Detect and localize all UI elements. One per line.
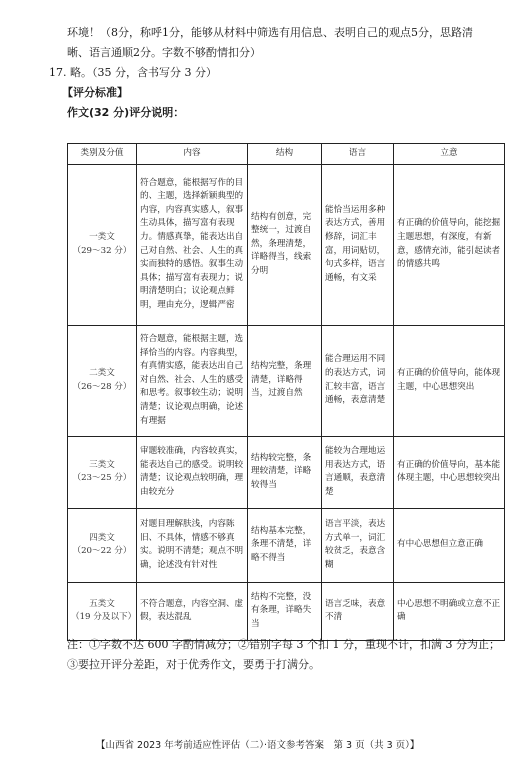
essay-scoring-table	[67, 143, 505, 641]
theme-cell: 中心思想不明确或立意不正确	[394, 582, 505, 640]
table-row-class-4	[68, 508, 505, 582]
header-category: 类别及分值	[68, 144, 137, 165]
structure-cell: 结构基本完整，条理不清楚，详略不得当	[248, 508, 322, 582]
header-content: 内容	[137, 144, 248, 165]
top-line-2: 晰、语言通顺2分。字数不够酌情扣分）	[67, 46, 261, 59]
language-cell: 语言乏味，表意不清	[322, 582, 394, 640]
language-cell: 能较为合理地运用表达方式，语言通顺，表意清楚	[322, 436, 394, 508]
structure-cell: 结构较完整，条理较清楚，详略较得当	[248, 436, 322, 508]
language-cell: 能合理运用不同的表达方式，词汇较丰富，语言通畅，表意清楚	[322, 325, 394, 436]
category-range: （19 分及以下）	[71, 612, 137, 623]
category-cell	[68, 508, 137, 582]
category-range: （29～32 分）	[72, 245, 132, 256]
table-row-class-3	[68, 436, 505, 508]
category-name: 一类文	[89, 232, 115, 242]
category-range: （23～25 分）	[72, 473, 132, 484]
category-range: （20～22 分）	[72, 546, 132, 557]
theme-cell: 有正确的价值导向，能挖掘主题思想，有深度，有新意，感情充沛，能引起读者的情感共鸣	[394, 164, 505, 325]
category-cell	[68, 582, 137, 640]
structure-cell: 结构不完整，没有条理，详略失当	[248, 582, 322, 640]
structure-cell: 结构有创意，完整统一，过渡自然，条理清楚，详略得当，线索分明	[248, 164, 322, 325]
content-cell: 对题目理解肤浅，内容陈旧、不具体，情感不够真实。说明不清楚；观点不明确，论述没有针对性	[137, 508, 248, 582]
structure-cell: 结构完整，条理清楚，详略得当，过渡自然	[248, 325, 322, 436]
category-name: 四类文	[89, 532, 115, 543]
page-footer: 【山西省 2023 年考前适应性评估（二）·语文参考答案 第 3 页（共 3 页）】	[96, 740, 420, 751]
table-row-class-5	[68, 582, 505, 640]
category-name: 三类文	[89, 459, 115, 470]
question-17: 17. 略。（35 分，含书写分 3 分）	[49, 66, 217, 79]
content-cell: 不符合题意，内容空洞、虚假，表达混乱	[137, 582, 248, 640]
language-cell: 能恰当运用多种表达方式，善用修辞，词汇丰富，用词贴切，句式多样，语言通畅，有文采	[322, 164, 394, 325]
content-cell: 符合题意，能根据主题，选择恰当的内容。内容典型，有真情实感，能表达出自己对自然、社会、人生的感受和思考。叙事较生动；说明清楚；议论观点明确，论述有理据	[137, 325, 248, 436]
header-structure: 结构	[248, 144, 322, 165]
category-name: 五类文	[89, 598, 115, 609]
essay-scoring-heading: 作文(32 分)评分说明：	[67, 106, 185, 119]
table-row-class-2	[68, 325, 505, 436]
content-cell: 符合题意，能根据写作的目的、主题，选择新颖典型的内容，内容真实感人，叙事生动具体，描写富有表现力。情感真挚，能表达出自己对自然、社会、人生的真实而独特的感悟。叙事生动具体；描写富有表现力；说明清楚明白；议论观点鲜明，理由充分，逻辑严密	[137, 164, 248, 325]
note-line-1: 注：①字数不达 600 字酌情减分；②错别字每 3 个扣 1 分，重现不计，扣满 3 分为止；	[67, 638, 500, 651]
theme-cell: 有中心思想但立意正确	[394, 508, 505, 582]
scoring-standard-heading: 【评分标准】	[62, 86, 128, 99]
note-line-2: ③要拉开评分差距，对于优秀作文，要勇于打满分。	[67, 658, 320, 671]
theme-cell: 有正确的价值导向，能体现主题，中心思想突出	[394, 325, 505, 436]
category-name: 二类文	[89, 368, 115, 378]
category-cell	[68, 164, 137, 325]
category-range: （26～28 分）	[72, 381, 132, 392]
theme-cell: 有正确的价值导向，基本能体现主题，中心思想较突出	[394, 436, 505, 508]
category-cell	[68, 325, 137, 436]
category-cell	[68, 436, 137, 508]
content-cell: 审题较准确，内容较真实，能表达自己的感受。说明较清楚；议论观点较明确，理由较充分	[137, 436, 248, 508]
table-header-row	[68, 144, 505, 165]
header-theme: 立意	[394, 144, 505, 165]
top-line-1: 环境！（8分，称呼1分，能够从材料中筛选有用信息、表明自己的观点5分，思路清	[67, 26, 473, 39]
header-language: 语言	[322, 144, 394, 165]
language-cell: 语言平淡，表达方式单一，词汇较贫乏，表意含糊	[322, 508, 394, 582]
table-row-class-1	[68, 164, 505, 325]
